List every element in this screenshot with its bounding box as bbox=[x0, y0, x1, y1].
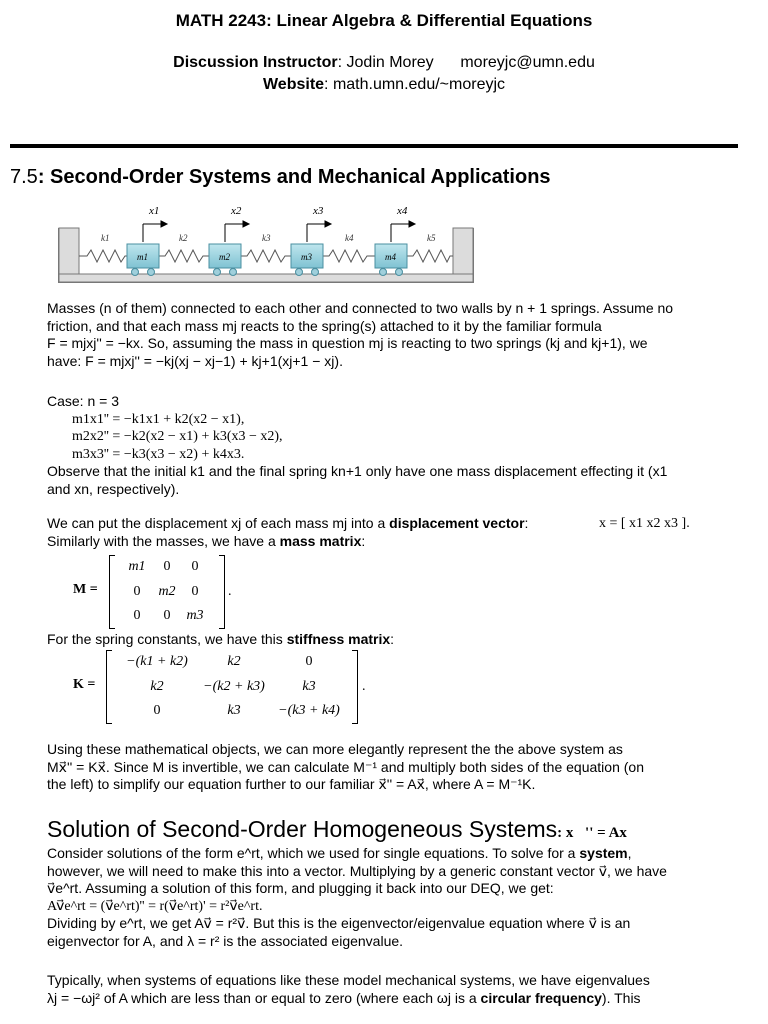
instructor-line: Discussion Instructor: Jodin Morey moreyjc@umn.edu bbox=[173, 54, 595, 71]
intro-paragraph: Masses (n of them) connected to each other and connected to two walls by n + 1 springs. Assume no friction, and that each mass mj reacts to the spring(s) attached to it by the familiar formula F = mjxj'' = −kx. So, assuming the mass in question mj is reacting to two springs (kj and kj+1), we have: F = mjxj'' = −kj(xj − xj−1) + kj+1(xj+1 − xj). bbox=[47, 300, 674, 369]
mass-3 bbox=[291, 244, 323, 276]
position-label-1: x1 bbox=[149, 205, 160, 217]
svg-text:m2: m2 bbox=[219, 252, 230, 262]
svg-text:m3: m3 bbox=[301, 252, 312, 262]
displacement-vector: x = [ x1 x2 x3 ]. bbox=[599, 516, 690, 531]
mass-1 bbox=[127, 244, 159, 276]
email-link[interactable]: moreyjc@umn.edu bbox=[460, 54, 595, 71]
spring-mass-diagram bbox=[57, 202, 477, 288]
equation-2: m2x2'' = −k2(x2 − x1) + k3(x3 − x2), bbox=[72, 429, 283, 444]
spring-label-3: k3 bbox=[262, 233, 271, 243]
spring-label-4: k4 bbox=[345, 233, 354, 243]
svg-text:m1: m1 bbox=[137, 252, 148, 262]
spring-label-5: k5 bbox=[427, 233, 436, 243]
spring-1 bbox=[79, 250, 127, 262]
svg-text:m4: m4 bbox=[385, 252, 396, 262]
spring-3 bbox=[241, 250, 291, 262]
mass-2 bbox=[209, 244, 241, 276]
spring-label-2: k2 bbox=[179, 233, 188, 243]
spring-5 bbox=[407, 250, 453, 262]
using-paragraph: Using these mathematical objects, we can more elegantly represent the the above system as Mx⃗'' = Kx⃗. Since M is invertible, we can calculate M⁻¹ and multiply both sides of the equation (on the left) to simplify our equation further to our familiar x⃗'' = Ax⃗, where A = M⁻¹K. bbox=[47, 741, 644, 792]
position-label-2: x2 bbox=[231, 205, 242, 217]
solution-title: Solution of Second-Order Homogeneous Systems: x⃗'' = Ax⃗ bbox=[47, 816, 639, 842]
position-label-3: x3 bbox=[313, 205, 324, 217]
website-link[interactable]: math.umn.edu/~moreyjc bbox=[332, 76, 506, 93]
stiffness-matrix-right-bracket bbox=[352, 650, 358, 724]
spring-label-1: k1 bbox=[101, 233, 110, 243]
mass-4 bbox=[375, 244, 407, 276]
stiffness-paragraph: For the spring constants, we have this stiffness matrix: bbox=[47, 631, 395, 647]
stiffness-matrix-label: K = bbox=[73, 677, 96, 692]
equation-3: m3x3'' = −k3(x3 − x2) + k4x3. bbox=[72, 446, 245, 462]
position-label-4: x4 bbox=[397, 205, 408, 217]
header-divider bbox=[10, 144, 738, 148]
mass-matrix-label: M = bbox=[73, 582, 98, 597]
displacement-paragraph: We can put the displacement xj of each mass mj into a displacement vector: x = [ x1 x2 x3 ]. Similarly with the masses, we have a mass matrix: bbox=[47, 515, 690, 549]
course-title: MATH 2243: Linear Algebra & Differential Equations bbox=[175, 11, 593, 30]
solution-equation: Av⃗e^rt = (v⃗e^rt)'' = r(v⃗e^rt)' = r²v⃗e^rt. bbox=[47, 898, 263, 914]
solution-paragraph: Consider solutions of the form e^rt, which we used for single equations. To solve for a system, however, we will need to make this into a vector. Multiplying by a generic constant vector v⃗, we have v⃗e^rt. Assuming a solution of this form, and plugging it back into our DEQ, we get: Av⃗e^rt = (v⃗e^rt)'' = r(v⃗e^rt)' = r²v⃗e^rt. Dividing by e^rt, we get Av⃗ = r²v⃗. But this is the eigenvector/eigenvalue equation where v⃗ is an eigenvector for A, and λ = r² is the associated eigenvalue. bbox=[47, 845, 747, 950]
website-line: Website: math.umn.edu/~moreyjc bbox=[262, 76, 506, 93]
typically-paragraph: Typically, when systems of equations like these model mechanical systems, we have eigenvalues λj = −ωj² of A which are less than or equal to zero (where each ωj is a circular frequency). This bbox=[47, 972, 650, 1006]
equation-1: m1x1'' = −k1x1 + k2(x2 − x1), bbox=[72, 411, 245, 427]
mass-matrix-right-bracket bbox=[219, 555, 225, 629]
spring-2 bbox=[159, 250, 209, 262]
spring-4 bbox=[323, 250, 375, 262]
section-title: 7.5: Second-Order Systems and Mechanical Applications bbox=[10, 166, 551, 188]
mass-matrix-left-bracket bbox=[109, 555, 115, 629]
case-block: Case: n = 3 m1x1'' = −k1x1 + k2(x2 − x1), m2x2'' = −k2(x2 − x1) + k3(x3 − x2), m3x3'' = −k3(x3 − x2) + k4x3. Observe that the initial k1 and the final spring kn+1 only have one mass displacement effecting it (x1 and xn, respectively). bbox=[47, 393, 747, 498]
